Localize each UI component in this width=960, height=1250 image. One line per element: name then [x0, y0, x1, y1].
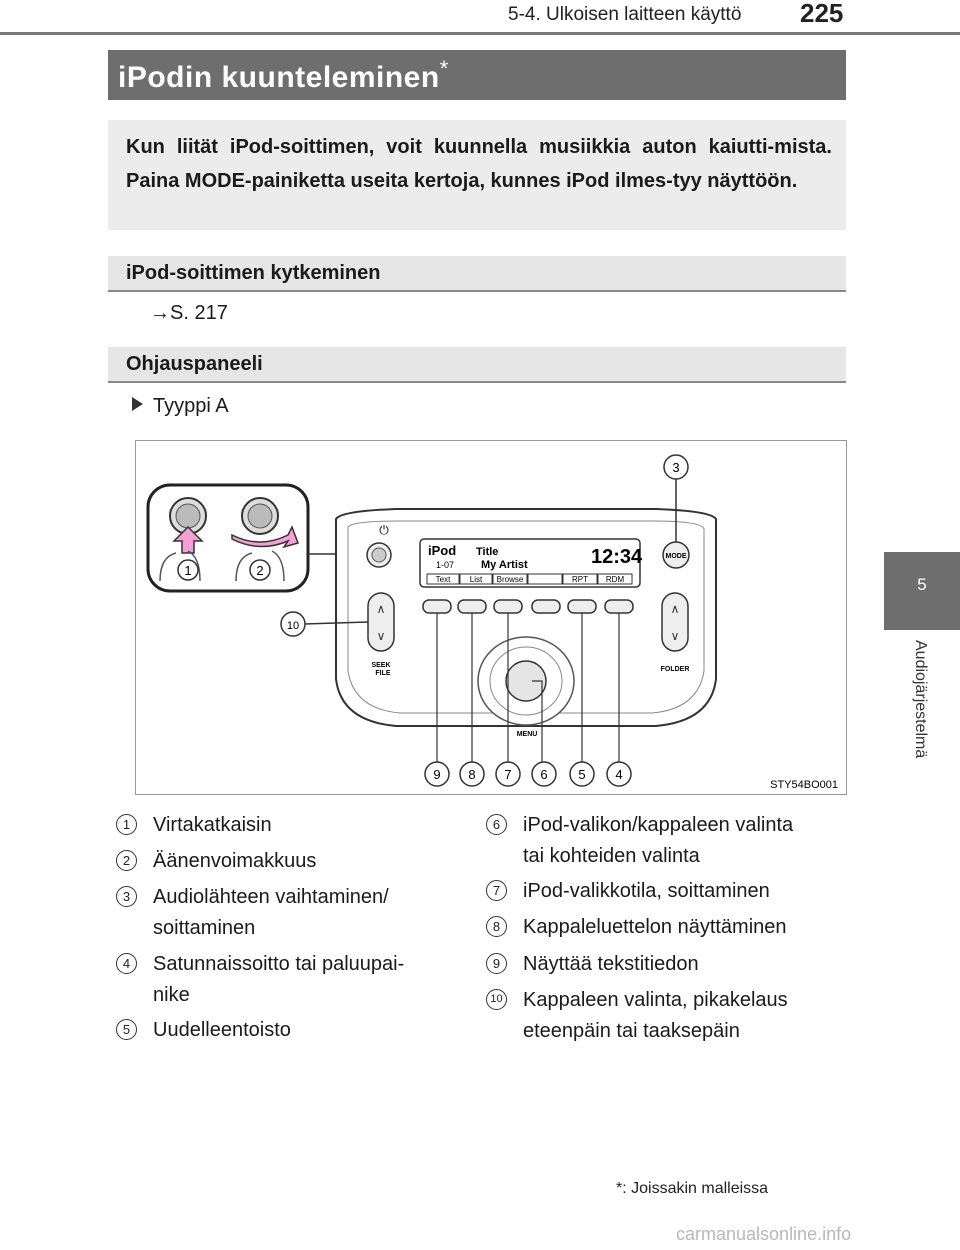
control-panel-diagram: [136, 441, 846, 794]
subheading-connect: [108, 256, 846, 292]
callout-10: 10: [286, 620, 300, 632]
callout-4: 4: [615, 767, 623, 782]
running-header-section: 5-4. Ulkoisen laitteen käyttö: [508, 4, 742, 25]
mode-label: MODE: [665, 553, 687, 560]
screen-button-row: [427, 574, 632, 584]
subheading-control-panel-text: Ohjauspaneeli: [126, 353, 263, 375]
callout-3: 3: [672, 460, 680, 475]
page-title: iPodin kuunteleminen*: [118, 56, 449, 94]
screen-button-text: Text: [435, 575, 451, 584]
power-symbol-icon: ⏻: [379, 523, 389, 537]
file-label: FILE: [375, 670, 391, 677]
chevron-down-icon: ∨: [670, 629, 680, 643]
figure-code: STY54BO001: [770, 779, 838, 791]
title-footnote-marker: *: [439, 56, 449, 81]
seek-label: SEEK: [371, 662, 391, 669]
callout-5: 5: [578, 767, 586, 782]
menu-label: MENU: [516, 731, 538, 738]
subheading-connect-text: iPod-soittimen kytkeminen: [126, 262, 381, 284]
type-label: Tyyppi A: [132, 395, 229, 418]
callout-2: 2: [256, 563, 264, 578]
page-reference[interactable]: →S. 217: [150, 302, 228, 324]
callout-8: 8: [468, 767, 476, 782]
display-artist: My Artist: [481, 559, 528, 571]
callout-6: 6: [540, 767, 548, 782]
screen-button-rpt: RPT: [572, 575, 588, 584]
triangle-bullet-icon: [132, 397, 143, 411]
display-title: Title: [476, 546, 499, 558]
callout-1: 1: [184, 563, 192, 578]
screen-button-list: List: [469, 575, 483, 584]
watermark: carmanualsonline.info: [676, 1224, 852, 1244]
screen-button-rdm: RDM: [605, 575, 625, 584]
callout-7: 7: [504, 767, 512, 782]
chevron-down-icon: ∨: [376, 629, 386, 643]
folder-label: FOLDER: [660, 666, 690, 673]
chapter-number: 5: [917, 575, 927, 594]
header-rule: [0, 32, 960, 35]
display-time: 12:34: [591, 546, 643, 568]
chapter-label: Audiojärjestelmä: [912, 640, 929, 759]
display-source: iPod: [428, 543, 457, 558]
display-track: 1-07: [436, 560, 455, 570]
screen-button-browse: Browse: [496, 575, 524, 584]
intro-text: Kun liität iPod-soittimen, voit kuunnella musiikkia auton kaiutti-mista. Paina MODE-painiketta useita kertoja, kunnes iPod ilmes-tyy näyttöön.: [126, 136, 832, 192]
subheading-control-panel: [108, 347, 846, 383]
control-panel-figure: [135, 440, 847, 795]
chevron-up-icon: ∧: [376, 602, 386, 616]
footnote: *: Joissakin malleissa: [616, 1180, 769, 1197]
page-number: 225: [800, 0, 844, 28]
callout-9: 9: [433, 767, 441, 782]
chevron-up-icon: ∧: [670, 602, 680, 616]
